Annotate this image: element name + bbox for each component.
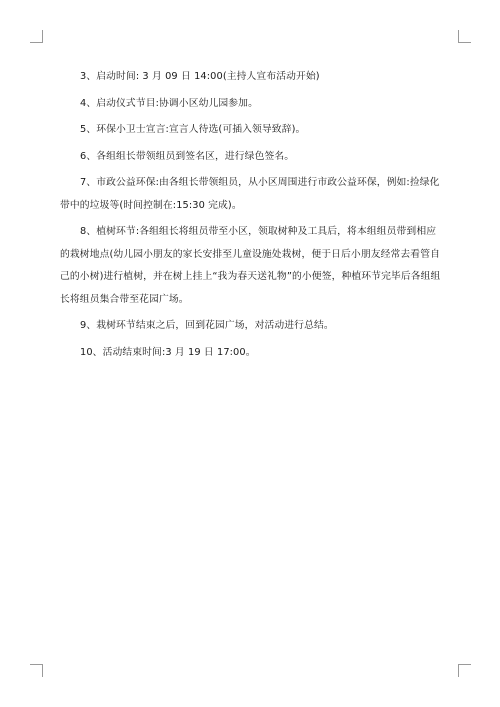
- crop-mark-bottom-left: [30, 664, 43, 677]
- crop-mark-bottom-right: [458, 664, 471, 677]
- paragraph-item-4: 4、启动仪式节目:协调小区幼儿园参加。: [80, 97, 258, 109]
- paragraph-item-5: 5、环保小卫士宣言:宣言人待选(可插入领导致辞)。: [80, 124, 306, 135]
- crop-mark-top-left: [30, 30, 43, 43]
- paragraph-item-7: 7、市政公益环保:由各组长带领组员，从小区周围进行市政公益环保，例如:捡绿化带中的垃圾等(时间控制在:15:30 完成)。: [60, 177, 440, 211]
- paragraph-item-8: 8、植树环节:各组组长将组员带至小区，领取树种及工具后，将本组组员带到相应的栽树地点(幼儿园小朋友的家长安排至儿童设施处栽树，便于日后小朋友经常去看管自己的小树)进行植树，并在树上挂上“我为春天送礼物”的小便签，种植环节完毕后各组组长将组员集合带至花园广场。: [60, 226, 441, 305]
- paragraph-item-9: 9、栽树环节结束之后，回到花园广场，对活动进行总结。: [80, 320, 334, 331]
- document-body: [60, 66, 442, 368]
- crop-mark-top-right: [458, 30, 471, 43]
- paragraph-item-6: 6、各组组长带领组员到签名区，进行绿色签名。: [80, 150, 295, 162]
- paragraph-item-10: 10、活动结束时间:3 月 19 日 17:00。: [80, 346, 256, 358]
- paragraph-item-3: 3、启动时间: 3 月 09 日 14:00(主持人宣布活动开始): [80, 71, 320, 82]
